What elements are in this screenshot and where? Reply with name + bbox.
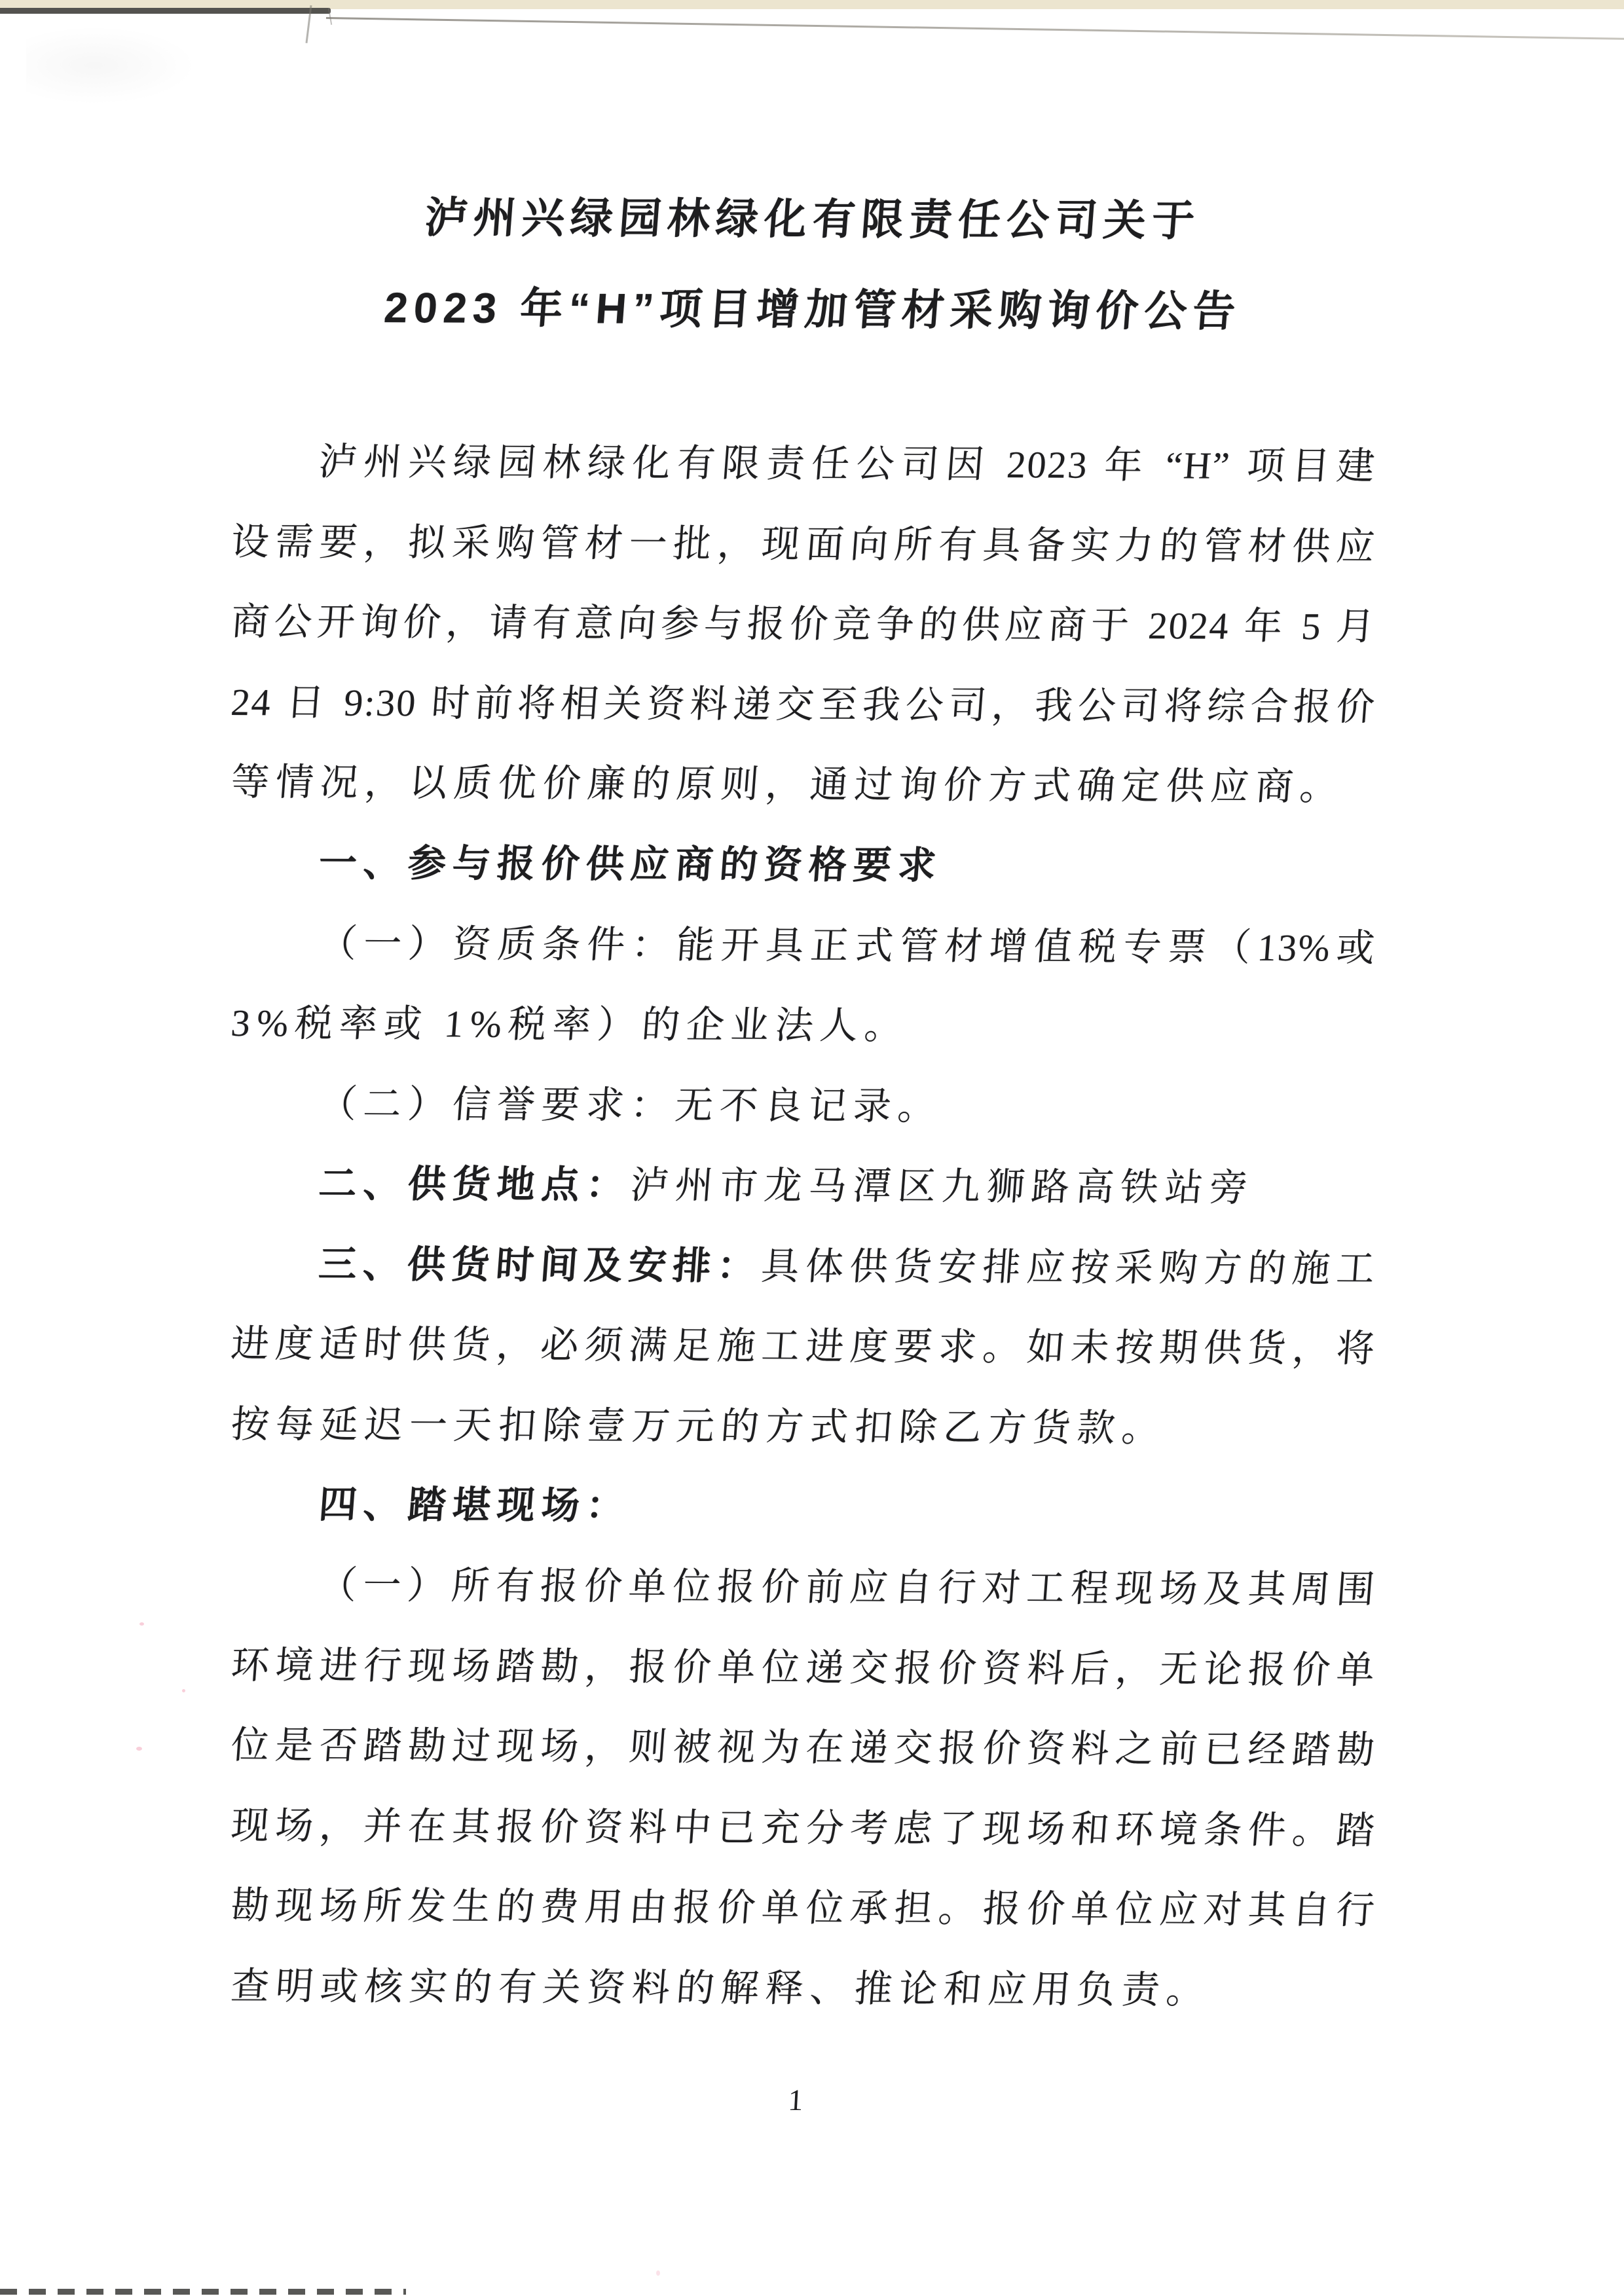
line-text: 按每延迟一天扣除壹万元的方式扣除乙方货款。 (229, 1403, 1168, 1450)
section-heading-3 (228, 1224, 1378, 1309)
title-line-2: 2023 年“H”项目增加管材采购询价公告 (382, 283, 1244, 335)
line-text: 商公开询价，请有意向参与报价竞争的供应商于 2024 年 5 月 (229, 600, 1378, 648)
line-text: 具体供货安排应按采购方的施工 (760, 1245, 1378, 1290)
line-head: 一、参与报价供应商的资格要求 (317, 841, 944, 887)
body-line (228, 1545, 1378, 1630)
line-text: 24 日 9:30 时前将相关资料递交至我公司，我公司将综合报价 (229, 681, 1378, 729)
body-line (228, 1385, 1378, 1470)
page-number: 1 (787, 2083, 804, 2117)
line-text: 进度适时供货，必须满足施工进度要求。如未按期供货，将 (229, 1322, 1378, 1370)
line-head: 三、供货时间及安排： (317, 1243, 763, 1288)
scan-artifact-pink-speck (136, 1747, 142, 1751)
line-text: 位是否踏勘过现场，则被视为在递交报价资料之前已经踏勘 (229, 1724, 1378, 1772)
line-text: （一）所有报价单位报价前应自行对工程现场及其周围 (317, 1563, 1378, 1611)
line-text: 3%税率或 1%税率）的企业法人。 (229, 1002, 911, 1048)
scan-artifact-bottom-edge (0, 2289, 406, 2295)
body-line (228, 903, 1378, 989)
document-title (0, 174, 1624, 355)
body-line (228, 1946, 1378, 2032)
scan-artifact-top-dark-line (0, 8, 331, 14)
body-line (228, 1626, 1378, 1711)
body-line (228, 582, 1378, 667)
line-text: 泸州市龙马潭区九狮路高铁站旁 (629, 1163, 1256, 1209)
body-line (228, 502, 1378, 587)
scan-artifact-pink-speck (139, 1622, 144, 1626)
body-line (228, 1705, 1378, 1791)
scan-artifact-pink-speck (656, 2270, 660, 2276)
body-line (228, 742, 1378, 828)
line-head: 二、供货地点： (317, 1162, 633, 1207)
line-text: 泸州兴绿园林绿化有限责任公司因 2023 年 “H” 项目建 (317, 440, 1378, 488)
section-heading-1 (228, 823, 1378, 908)
line-text: 等情况，以质优价廉的原则，通过询价方式确定供应商。 (229, 761, 1346, 809)
body-line (228, 1064, 1378, 1149)
line-text: （二）信誉要求：无不良记录。 (317, 1082, 944, 1128)
body-line (228, 1866, 1378, 1951)
scan-artifact-pink-speck (182, 1689, 185, 1692)
body-line (228, 983, 1378, 1068)
section-heading-4 (228, 1465, 1378, 1550)
body-line (228, 422, 1378, 507)
line-text: 查明或核实的有关资料的解释、推论和应用负责。 (229, 1965, 1213, 2012)
line-text: 勘现场所发生的费用由报价单位承担。报价单位应对其自行 (229, 1884, 1378, 1932)
section-heading-2 (228, 1144, 1378, 1229)
line-text: （一）资质条件：能开具正式管材增值税专票（13%或 (317, 922, 1378, 970)
line-text: 设需要，拟采购管材一批，现面向所有具备实力的管材供应 (229, 520, 1378, 568)
line-head: 四、踏堪现场： (317, 1483, 633, 1527)
body-line (228, 1304, 1378, 1389)
scan-artifact-top-thin-line (326, 17, 1624, 40)
line-text: 环境进行现场踏勘，报价单位递交报价资料后，无论报价单 (229, 1644, 1378, 1692)
scan-artifact-smudge (26, 26, 196, 105)
body-line (228, 1786, 1378, 1871)
body-line (228, 663, 1378, 748)
title-line-1: 泸州兴绿园林绿化有限责任公司关于 (423, 193, 1202, 245)
line-text: 现场，并在其报价资料中已充分考虑了现场和环境条件。踏 (229, 1804, 1378, 1852)
